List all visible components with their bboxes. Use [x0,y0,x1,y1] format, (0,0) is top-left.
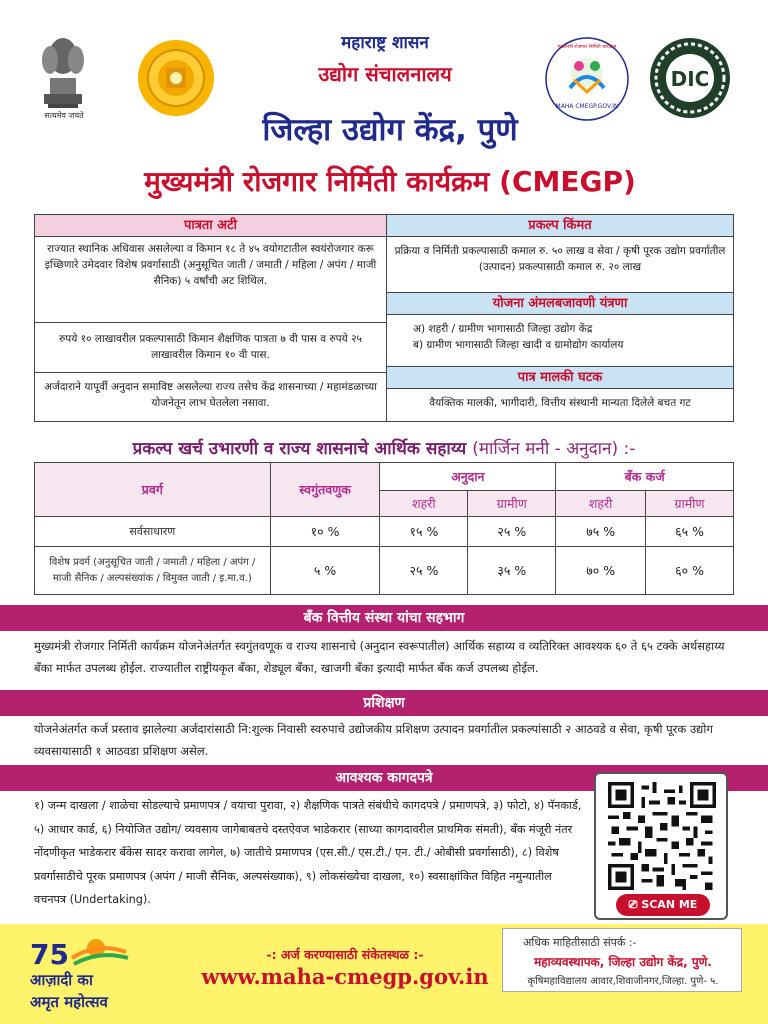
row-subsidy-urban: १५ % [380,517,468,547]
eligibility-heading: पात्रता अटी [35,215,386,237]
funding-table [34,462,734,595]
row-subsidy-urban: २५ % [380,547,468,595]
row-subsidy-rural: २५ % [468,517,556,547]
col-subsidy-header: अनुदान [380,463,556,491]
amrit-line1: आज़ादी का [30,971,93,989]
subsidy-urban-header: शहरी [380,491,468,517]
scan-label: SCAN ME [641,898,698,911]
row-loan-urban: ७५ % [556,517,646,547]
row-category: विशेष प्रवर्ग (अनुसूचित जाती / जमाती / महिला / अपंग / माजी सैनिक / अल्पसंख्यांक / विमुक्त जाती / इ.मा.व.) [35,547,271,595]
subsidy-rural-header: ग्रामीण [468,491,556,517]
eligibility-item: राज्यात स्थानिक अधिवास असलेल्या व किमान १८ ते ४५ वयोगटातील स्वयंरोजगार करू इच्छिणारे उमेदवार विशेष प्रवर्गासाठी (अनुसूचित जाती / जमाती / महिला / अपंग / माजी सैनिक) ५ वर्षांची अट शिथिल. [35,237,386,323]
loan-urban-header: शहरी [556,491,646,517]
training-heading: प्रशिक्षण [0,690,768,716]
loan-rural-header: ग्रामीण [646,491,734,517]
contact-address: कृषिमहाविद्यालय आवार,शिवाजीनगर,जिल्हा. पुणे- ५. [527,976,719,987]
eligibility-grid [34,214,734,422]
col-own-header: स्वगुंतवणुक [270,463,380,517]
ownership-text: वैयक्तिक मालकी, भागीदारी, वित्तीय संस्थानी मान्यता दिलेले बचत गट [429,397,691,409]
documents-heading: आवश्यक कागदपत्रे [0,765,768,791]
project-info-column [387,215,733,421]
funding-title-main: प्रकल्प खर्च उभारणी व राज्य शासनाचे आर्थिक सहाय्य [132,439,467,459]
header [0,0,768,212]
qr-code-icon[interactable] [608,782,716,890]
government-name: महाराष्ट्र शासन [341,33,429,53]
row-subsidy-rural: ३५ % [468,547,556,595]
funding-title-sub: (मार्जिन मनी - अनुदान) :- [472,439,636,459]
row-loan-urban: ७० % [556,547,646,595]
dic-logo-text: DIC [670,67,710,91]
cmegp-logo-url: MAHA CMEGP.GOV.IN [555,103,619,110]
eligibility-item: अर्जदाराने यापूर्वी अनुदान समाविष्ट असलेल्या राज्य तसेच केंद्र शासनाच्या / महामंडळाच्या योजनेतून लाभ घेतलेला नसावा. [44,381,377,409]
implementation-line: अ) शहरी / ग्रामीण भागासाठी जिल्हा उद्योग केंद्र [413,323,593,335]
scan-icon: ⎚ [628,898,642,911]
page-title: जिल्हा उद्योग केंद्र, पुणे [262,112,518,148]
maharashtra-seal-icon [136,38,216,118]
row-loan-rural: ६५ % [646,517,734,547]
row-loan-rural: ६० % [646,547,734,595]
project-cost-text: प्रक्रिया व निर्मिती प्रकल्पासाठी कमाल रु. ५० लाख व सेवा / कृषी पूरक उद्योग प्रवर्गातील (उत्पादन) प्रकल्पासाठी कमाल रु. २० लाख [387,237,733,293]
eligibility-column [35,215,387,421]
emblem-motto: सत्यमेव जयते [44,111,84,120]
row-own: ५ % [270,547,380,595]
implementation-line: ब) ग्रामीण भागासाठी जिल्हा खादी व ग्रामोद्योग कार्यालय [413,339,624,351]
qr-code-panel[interactable] [594,772,728,920]
amrit-number: 75 [30,938,69,971]
col-loan-header: बँक कर्ज [556,463,734,491]
funding-title [20,436,748,459]
ownership-heading: पात्र मालकी घटक [387,367,733,389]
directorate-name: उद्योग संचालनालय [318,62,452,86]
project-cost-heading: प्रकल्प किंमत [387,215,733,237]
eligibility-item: रुपये १० लाखावरील प्रकल्पासाठी किमान शैक्षणिक पात्रता ७ वी पास व रुपये २५ लाखावरील किमान १० वी पास. [35,323,386,373]
col-category-header: प्रवर्ग [35,463,271,517]
contact-office: महाव्यवस्थापक, जिल्हा उद्योग केंद्र, पुणे. [534,955,712,969]
apply-label: -: अर्ज करण्यासाठी संकेतस्थळ :- [266,947,424,962]
bank-text: मुख्यमंत्री रोजगार निर्मिती कार्यक्रम योजनेअंतर्गत स्वगुंतवणूक व राज्य शासनाचे (अनुदान स्वरूपातील) आर्थिक सहाय्य व व्यतिरिक्त आवश्यक ६० ते ६५ टक्के अर्थसहाय्य बँका मार्फत उपलब्ध होईल. राज्यातील राष्ट्रीयकृत बँका, शेड्यूल बँका, खाजगी बँका इत्यादी मार्फत बँक कर्ज उपलब्ध होईल. [34,639,725,675]
implementation-heading: योजना अंमलबजावणी यंत्रणा [387,293,733,315]
scan-me-button[interactable] [616,894,710,916]
row-own: १० % [270,517,380,547]
website-link[interactable]: www.maha-cmegp.gov.in [201,964,489,989]
footer [0,924,768,1024]
amrit-line2: अमृत महोत्सव [30,993,108,1011]
cmegp-logo-text: मुख्यमंत्री रोजगार निर्मिती कार्यक्रम [557,45,617,50]
training-text: योजनेअंतर्गत कर्ज प्रस्ताव झालेल्या अर्जदारांसाठी नि:शुल्क निवासी स्वरुपाचे उद्योजकीय प्रशिक्षण उत्पादन प्रवर्गातील प्रकल्पांसाठी २ आठवडे व सेवा, कृषी पूरक उद्योग व्यवसायासाठी १ आठवडा प्रशिक्षण असेल. [34,722,713,758]
dic-logo-icon [648,36,732,120]
documents-list: १) जन्म दाखला / शाळेचा सोडल्याचे प्रमाणपत्र / वयाचा पुरावा, २) शैक्षणिक पात्रते संबंधीचे कागदपत्रे / प्रमाणपत्रे, ३) फोटो, ४) पॅनकार्ड, ५) आधार कार्ड, ६) नियोजित उद्योग/ व्यवसाय जागेबाबतचे दस्तऐवज भाडेकरार (साध्या कागदावरील प्राथमिक संमती), बँक मंजूरी नंतर नोंदणीकृत भाडेकरार बँकेस सादर करावा लागेल, ७) जातीचे प्रमाणपत्र (एस.सी./ एस.टी./ एन. टी./ ओबीसी प्रवर्गासाठी), ८) विशेष प्रवर्गासाठीचे पूरक प्रमाणपत्र (अपंग / माजी सैनिक, अल्पसंख्याक), ९) लोकसंख्येचा दाखला, १०) स्वसाक्षांकित विहित नमुन्यातील वचनपत्र (Undertaking). [34,799,582,906]
row-category: सर्वसाधारण [35,517,271,547]
implementation-text [387,315,733,367]
table-row [35,517,734,547]
contact-label: अधिक माहितीसाठी संपर्क :- [523,936,637,949]
cmegp-logo-icon [544,36,630,122]
contact-box [502,928,742,992]
scheme-title: मुख्यमंत्री रोजगार निर्मिती कार्यक्रम (CMEGP) [144,165,636,198]
table-row [35,547,734,595]
bank-heading: बँक वित्तीय संस्था यांचा सहभाग [0,605,768,631]
